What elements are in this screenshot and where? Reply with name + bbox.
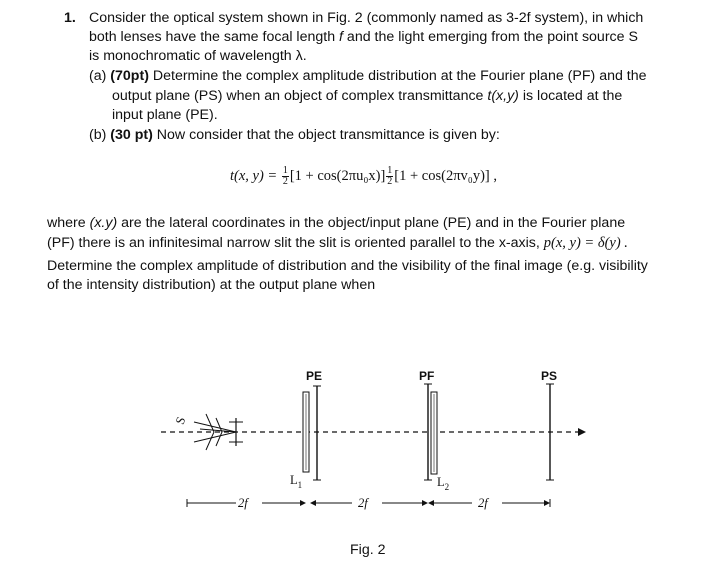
eq-half-2-num: 1	[387, 165, 393, 176]
coords-symbol: (x.y)	[89, 215, 118, 231]
part-a-text-2a: output plane (PS) when an object of complex transmittance	[112, 88, 488, 104]
ps-label: PS	[541, 369, 558, 383]
para-line-3: Determine the complex amplitude of distribution and the visibility of the final image (e.g. visibility	[47, 258, 648, 274]
part-b-points: (30 pt)	[110, 127, 153, 143]
eq-half-1-num: 1	[282, 165, 288, 176]
input-plane-pe	[313, 386, 321, 480]
intro-line-2-a: both lenses have the same focal length	[89, 29, 340, 45]
lens-2-label	[437, 475, 449, 492]
distance-label-2: 2f	[358, 496, 368, 510]
pf-label: PF	[419, 369, 435, 383]
lens-1-sub: 1	[297, 480, 303, 490]
distance-label-3: 2f	[478, 496, 488, 510]
eq-term-2: [1 + cos(2πv₀y)]	[394, 167, 490, 184]
part-b-text: Now consider that the object transmittance is given by:	[152, 127, 500, 143]
slit-equation: p(x, y) = δ(y) .	[543, 235, 628, 251]
part-b-label: (b)	[89, 127, 107, 143]
distance-label-1: 2f	[238, 496, 248, 510]
part-a-label: (a)	[89, 68, 107, 84]
part-a-line-3: input plane (PE).	[112, 107, 218, 123]
pe-label: PE	[306, 369, 323, 383]
lens-2-sub: 2	[444, 482, 450, 492]
lens-2-letter: L	[437, 475, 445, 489]
figure-caption: Fig. 2	[350, 542, 386, 558]
para-2: (PF) there is an infinitesimal narrow slit the slit is oriented parallel to the x-axis,	[47, 235, 540, 251]
eq-half-2-den: 2	[387, 176, 393, 187]
axis-arrowhead	[578, 428, 586, 436]
para-1c: are the lateral coordinates in the object/input plane (PE) and in the Fourier plane	[117, 215, 626, 231]
eq-trailing-comma: ,	[493, 167, 497, 184]
lens-2	[431, 392, 437, 474]
para-1a: where	[47, 215, 90, 231]
focal-length-symbol: f	[339, 29, 343, 45]
source-label: S	[172, 414, 189, 427]
part-a-text-1: Determine the complex amplitude distribution at the Fourier plane (PF) and the	[148, 68, 647, 84]
part-a-points: (70pt)	[110, 68, 149, 84]
problem-number: 1.	[64, 10, 76, 26]
para-line-4: of the intensity distribution) at the output plane when	[47, 277, 376, 293]
lens-1-label	[290, 473, 302, 490]
intro-line-2-b: and the light emerging from the point source S	[342, 29, 638, 45]
part-a-text-2c: is located at the	[518, 88, 623, 104]
transmittance-symbol: t(x,y)	[487, 88, 519, 104]
intro-line-1: Consider the optical system shown in Fig. 2 (commonly named as 3-2f system), in which	[89, 10, 644, 26]
eq-half-1-den: 2	[282, 176, 288, 187]
lens-1	[303, 392, 309, 472]
lens-1-letter: L	[290, 473, 298, 487]
eq-term-1: [1 + cos(2πu₀x)]	[289, 167, 386, 184]
eq-lhs: t(x, y) =	[230, 167, 278, 184]
intro-line-3: is monochromatic of wavelength λ.	[89, 48, 307, 64]
